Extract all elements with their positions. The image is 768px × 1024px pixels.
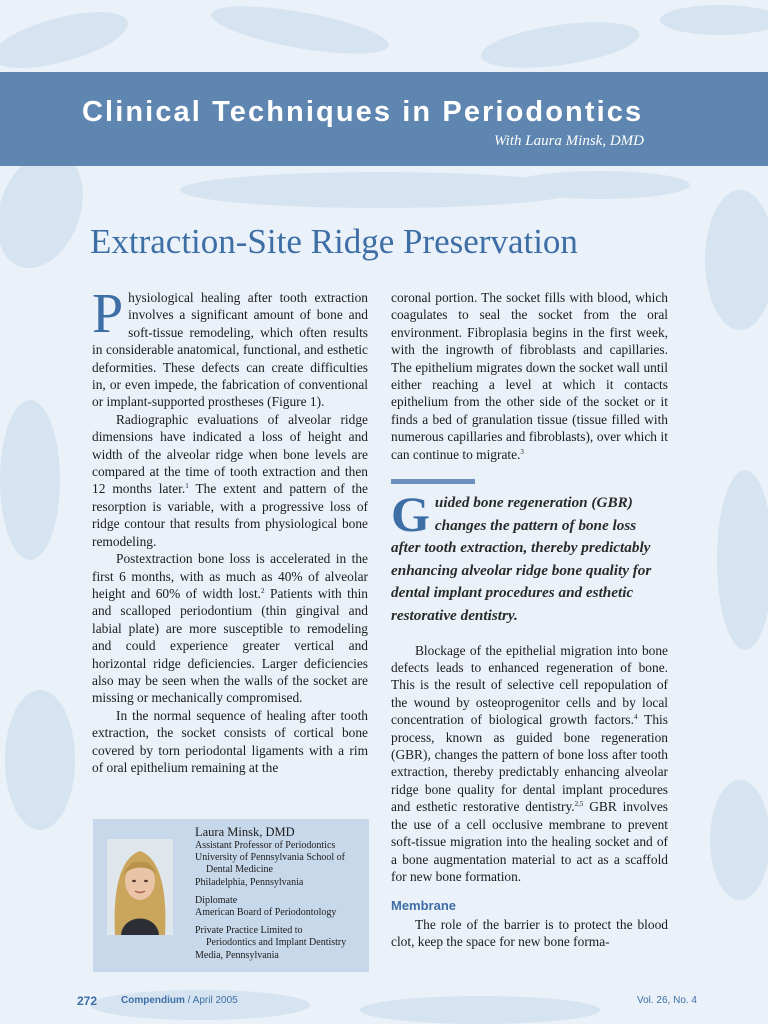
paragraph [92, 411, 368, 550]
footer-magazine [121, 995, 238, 1006]
paragraph [391, 916, 668, 951]
header-banner [0, 72, 768, 166]
article-title: Extraction-Site Ridge Preservation [90, 222, 578, 261]
page-number: 272 [77, 994, 98, 1008]
section-subtitle: With Laura Minsk, DMD [494, 133, 644, 149]
magazine-name: Compendium [121, 995, 185, 1006]
bio-line: Media, Pennsylvania [195, 949, 279, 961]
reference-mark: 1 [185, 482, 189, 491]
pull-quote-drop-cap: G [391, 486, 430, 543]
paragraph-text: Blockage of the epithelial migration into bone defects leads to enhanced regeneration of bone. This is the result of selective cell repopulation of the wound by osteoprogenitor cells and by local concentration of biological growth factors. [391, 642, 668, 728]
paragraph-text: In the normal sequence of healing after tooth extraction, the socket consists of cortical bone covered by torn periodontal ligaments with a rim of oral epithelium remaining at the [92, 707, 368, 775]
paragraph [92, 283, 368, 411]
bio-line: Assistant Professor of Periodontics [195, 840, 336, 851]
paragraph-text: Patients with thin and scalloped periodontium (thin gingival and labial plate) are more susceptible to remodeling and could experience greater vertical and horizontal ridge deficiencies. Larger deficiencies also may be seen when the walls of the socket are missing or mechanically compromised. [92, 585, 368, 706]
reference-mark: 3 [520, 447, 524, 456]
paragraph-text: Postextraction bone loss is accelerated in the first 6 months, with as much as 40% of alveolar height and 60% of width lost. [92, 551, 368, 601]
footer-volume: Vol. 26, No. 4 [636, 995, 697, 1006]
bio-line: Diplomate [195, 894, 238, 906]
reference-mark: 2 [261, 586, 265, 595]
reference-mark: 2,5 [574, 800, 584, 809]
paragraph [391, 289, 668, 463]
bio-line: Private Practice Limited to [195, 925, 303, 937]
right-column [391, 289, 668, 951]
drop-cap: P [92, 283, 124, 345]
section-title: Clinical Techniques in Periodontics [82, 96, 644, 128]
reference-mark: 4 [634, 713, 638, 722]
left-column [92, 283, 369, 776]
author-name: Laura Minsk, DMD [195, 825, 295, 839]
bio-line: Dental Medicine [206, 864, 273, 876]
author-bio-box [93, 819, 369, 972]
paragraph-text: The role of the barrier is to protect the blood clot, keep the space for new bone forma- [391, 916, 668, 950]
paragraph-text: hysiological healing after tooth extraction involves a significant amount of bone and soft-tissue remodeling, which often results in considerable anatomical, functional, and esthetic deformities. These defects can create difficulties in, or even impede, the fabrication of conventional or implant-supported prostheses (Figure 1). [92, 290, 368, 410]
bio-line: Periodontics and Implant Dentistry [206, 937, 347, 949]
author-photo [107, 839, 173, 935]
subheading: Membrane [391, 898, 457, 914]
paragraph [92, 550, 368, 707]
issue-date: / April 2005 [184, 995, 238, 1006]
pull-quote-rule [391, 479, 475, 484]
bio-line: Philadelphia, Pennsylvania [195, 876, 304, 888]
paragraph-text: Radiographic evaluations of alveolar ridge dimensions have indicated a loss of height and width of the alveolar ridge when bone levels are compared at the time of tooth extraction and then 12 months later. [92, 411, 368, 497]
paragraph-text: GBR involves the use of a cell occlusive membrane to prevent soft-tissue migration into the healing socket and of a bone augmentation material to act as a scaffold for new bone formation. [391, 799, 669, 884]
paragraph-text: The extent and pattern of the resorption is variable, with a progressive loss of ridge contour that results from physiological bone remodeling. [92, 481, 369, 549]
bio-line: University of Pennsylvania School of [195, 852, 345, 864]
paragraph [391, 642, 668, 886]
paragraph [92, 707, 368, 777]
pull-quote [391, 486, 668, 628]
author-bio-text [195, 825, 367, 962]
paragraph-text: This process, known as guided bone regeneration (GBR), changes the pattern of bone loss after tooth extraction, thereby predictably enhancing alveolar ridge bone quality for dental implant procedures and esthetic restorative dentistry. [391, 712, 668, 815]
paragraph-text: coronal portion. The socket fills with blood, which coagulates to seal the socket from the oral environment. Fibroplasia begins in the first week, with the ingrowth of fibroblasts and capillaries. The epithelium migrates down the socket wall until either reaching a level at which it contacts epithelium from the other side of the socket or it finds a bed of granulation tissue (tissue filled with numerous capillaries and fibroblasts), over which it can continue to migrate. [391, 290, 668, 462]
bio-line: American Board of Periodontology [195, 907, 337, 919]
pull-quote-text: uided bone regeneration (GBR) changes the pattern of bone loss after tooth extraction, thereby predictably enhancing alveolar ridge bone quality for dental implant procedures and esthetic restorative dentistry. [391, 494, 652, 625]
